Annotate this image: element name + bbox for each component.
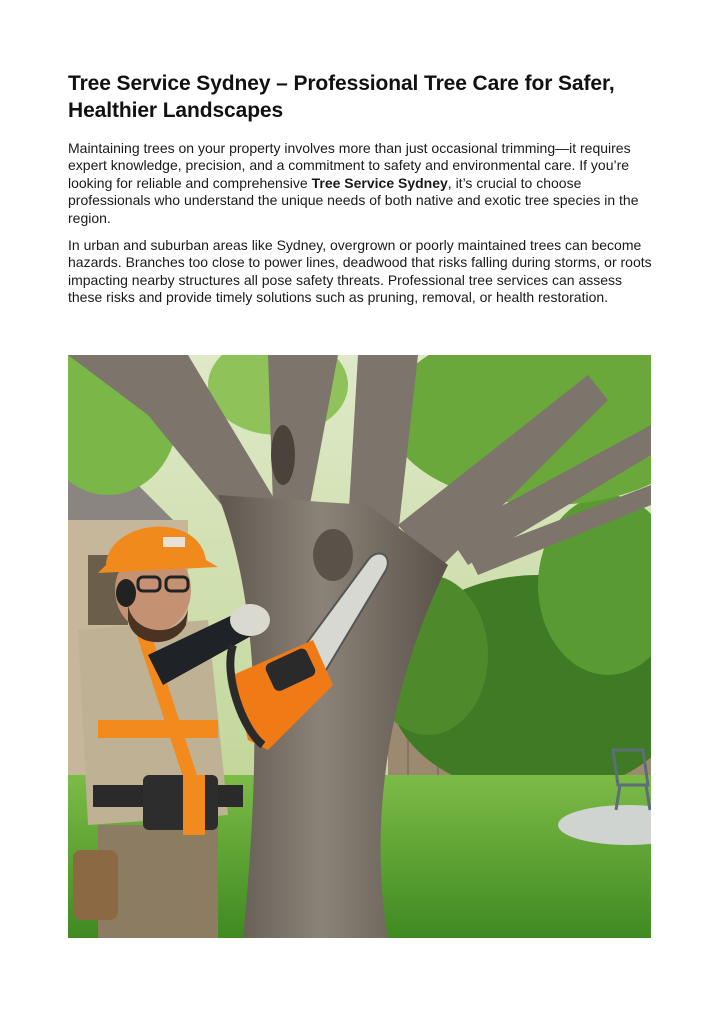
glove: [230, 604, 270, 636]
article: [68, 70, 653, 307]
trunk-knot: [313, 529, 353, 581]
intro-paragraph: [68, 140, 653, 227]
page-title: Tree Service Sydney – Professional Tree Care for Safer, Healthier Landscapes: [68, 72, 615, 122]
intro-text-before: Maintaining trees on your property involves more than just occasional trimming—it requires expert knowledge, precision, and a commitment to safety and environmental care. If you’re looking for reliable and comprehensive: [68, 140, 631, 191]
highlight-term: Tree Service Sydney: [311, 174, 448, 191]
hazards-paragraph: In urban and suburban areas like Sydney, overgrown or poorly maintained trees can become hazards. Branches too close to power lines, deadwood that risks falling during storms, or roots impacting nearby structures all pose safety threats. Professional tree services can assess these risks and provide timely solutions such as pruning, removal, or health restoration.: [68, 237, 652, 306]
intro-text-after: , it’s crucial to choose professionals who understand the unique needs of both native and exotic tree species in the region.: [68, 174, 639, 226]
arborist-photo: [68, 355, 651, 938]
